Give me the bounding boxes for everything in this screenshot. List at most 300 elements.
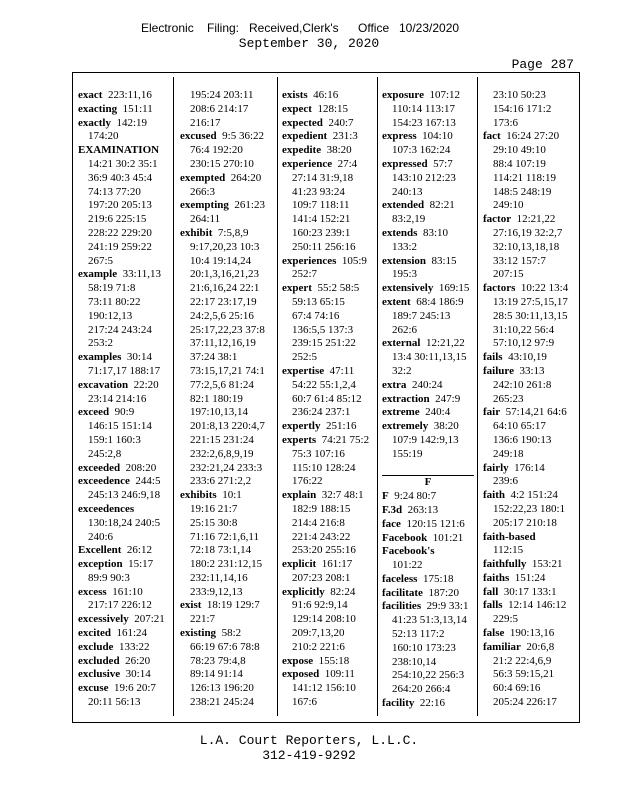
index-refs-continued: 239:6: [493, 475, 519, 488]
index-refs-continued: 267:5: [88, 254, 114, 267]
index-word: excused: [180, 130, 217, 143]
index-word: exact: [78, 89, 103, 101]
index-entry: [483, 489, 568, 503]
index-refs-continued: 110:14 113:17: [392, 102, 456, 115]
index-refs: 12:21,22: [420, 337, 465, 350]
index-word: extent: [382, 295, 411, 308]
index-column-4: [382, 89, 474, 711]
index-word: expected: [282, 116, 323, 129]
index-entry: [483, 572, 568, 586]
index-refs-continued: 195:3: [392, 268, 418, 281]
index-refs: 74:21 75:2: [316, 433, 370, 446]
index-entry: [282, 144, 369, 158]
index-entry: [382, 296, 474, 310]
index-refs-continued: 217:17 226:12: [88, 599, 152, 612]
index-entry: [382, 504, 474, 518]
index-refs-continued: 148:5 248:19: [493, 185, 552, 198]
index-refs-continued: 115:10 128:24: [292, 461, 356, 474]
index-entry: [78, 613, 165, 627]
index-refs: 29:9 33:1: [421, 600, 469, 613]
index-word: F: [382, 490, 389, 503]
index-word: F.3d: [382, 503, 403, 516]
index-entry: [78, 558, 165, 572]
index-refs: 223:11,16: [102, 89, 152, 101]
index-refs-continued: 33:12 157:7: [493, 254, 546, 267]
index-refs-continued: 73:11 80:22: [88, 295, 141, 308]
index-refs-continued: 240:6: [88, 530, 114, 543]
index-refs-continued: 254:10,22 256:3: [392, 669, 465, 682]
index-refs-continued: 174:20: [88, 130, 119, 143]
index-entry: [382, 130, 474, 144]
index-refs-continued: 167:6: [292, 696, 318, 709]
index-refs: 83:10: [417, 226, 449, 239]
index-entry: [382, 158, 474, 172]
index-word: exhibits: [180, 489, 217, 502]
column-divider: [277, 77, 278, 716]
index-entry: [382, 255, 474, 269]
index-refs: 133:22: [113, 640, 150, 653]
index-refs-continued: 239:15 251:22: [292, 337, 356, 350]
index-refs-continued: 37:24 38:1: [190, 351, 238, 364]
index-refs-continued: 209:7,13,20: [292, 627, 345, 640]
index-refs: 9:5 36:22: [216, 130, 265, 143]
index-entry: [483, 627, 568, 641]
index-refs-continued: 180:2 231:12,15: [190, 558, 263, 571]
index-entry: [78, 379, 165, 393]
index-entry: [78, 117, 165, 131]
index-word: experience: [282, 157, 333, 170]
index-word: extreme: [382, 406, 420, 419]
index-word: example: [78, 268, 118, 281]
index-refs-continued: 76:4 192:20: [190, 144, 243, 157]
index-refs-continued: 207:23 208:1: [292, 571, 351, 584]
index-refs-continued: 238:10,14: [392, 655, 437, 668]
index-word: experts: [282, 433, 317, 446]
index-word: failure: [483, 364, 514, 377]
index-refs-continued: 107:9 142:9,13: [392, 433, 459, 446]
index-word: existing: [180, 627, 217, 640]
index-refs: 240:24: [406, 378, 443, 391]
index-refs-continued: 59:13 65:15: [292, 295, 345, 308]
index-refs: 38:20: [428, 420, 459, 433]
index-refs: 264:20: [225, 171, 262, 184]
index-refs-continued: 41:23 93:24: [292, 185, 345, 198]
index-entry: [78, 351, 165, 365]
index-refs: 33:11,13: [117, 268, 162, 281]
index-refs-continued: 136:5,5 137:3: [292, 323, 354, 336]
index-entry: [282, 117, 369, 131]
index-refs: 32:7 48:1: [316, 489, 364, 502]
index-entry: [483, 641, 568, 655]
index-word: exceedence: [78, 475, 130, 488]
index-refs-continued: 31:10,22 56:4: [493, 323, 555, 336]
column-divider: [377, 77, 378, 716]
index-refs-continued: 9:17,20,23 10:3: [190, 240, 260, 253]
index-refs: 240:4: [419, 406, 451, 419]
index-entry: [382, 697, 474, 711]
index-word: expect: [282, 102, 312, 115]
index-refs-continued: 27:14 31:9,18: [292, 171, 354, 184]
index-column-5: [483, 89, 568, 710]
index-refs-continued: 10:4 19:14,24: [190, 254, 252, 267]
index-entry: [282, 130, 369, 144]
index-refs-continued: 28:5 30:11,13,15: [493, 309, 568, 322]
index-refs-continued: 214:4 216:8: [292, 516, 345, 529]
index-word: explain: [282, 489, 317, 502]
index-refs-continued: 236:24 237:1: [292, 406, 351, 419]
index-refs-continued: 101:22: [392, 559, 423, 572]
index-word: external: [382, 337, 421, 350]
index-refs: 18:19 129:7: [201, 599, 260, 612]
index-word: Excellent: [78, 544, 122, 557]
index-word: extended: [382, 199, 425, 212]
court-reporter-phone: 312-419-9292: [262, 748, 356, 763]
index-refs: 68:4 186:9: [410, 295, 464, 308]
filing-word-electronic: Electronic: [141, 21, 194, 35]
index-word: faith-based: [483, 530, 536, 543]
index-refs-continued: 141:12 156:10: [292, 682, 356, 695]
index-refs-continued: 252:7: [292, 268, 318, 281]
index-refs-continued: 14:21 30:2 35:1: [88, 157, 158, 170]
index-refs-continued: 77:2,5,6 81:24: [190, 378, 254, 391]
index-refs-continued: 266:3: [190, 185, 216, 198]
index-word: expertly: [282, 420, 321, 433]
index-refs-continued: 205:24 226:17: [493, 696, 557, 709]
index-refs-continued: 154:16 171:2: [493, 102, 552, 115]
index-word: explicitly: [282, 585, 325, 598]
index-refs-continued: 252:5: [292, 351, 318, 364]
index-word: EXAMINATION: [78, 144, 160, 157]
index-refs: 161:24: [110, 627, 148, 640]
index-word: expressed: [382, 157, 428, 170]
index-refs-continued: 242:10 261:8: [493, 378, 552, 391]
index-refs-continued: 83:2,19: [392, 213, 426, 226]
index-refs: 247:9: [429, 392, 461, 405]
index-refs-continued: 241:19 259:22: [88, 240, 152, 253]
index-refs: 142:19: [110, 116, 148, 129]
index-refs: 107:12: [423, 89, 461, 101]
index-refs-continued: 41:23 51:3,13,14: [392, 614, 467, 627]
index-word: exists: [282, 89, 308, 101]
index-refs-continued: 129:14 208:10: [292, 613, 356, 626]
index-refs: 57:7: [427, 157, 453, 170]
index-word: false: [483, 627, 505, 640]
index-refs-continued: 182:9 188:15: [292, 502, 351, 515]
index-word: excluded: [78, 654, 120, 667]
index-word: expert: [282, 282, 312, 295]
index-refs-continued: 20:1,3,16,21,23: [190, 268, 260, 281]
index-refs-continued: 29:10 49:10: [493, 144, 546, 157]
index-word: Facebook: [382, 531, 428, 544]
index-refs-continued: 66:19 67:6 78:8: [190, 640, 260, 653]
index-refs-continued: 71:17,17 188:17: [88, 364, 161, 377]
index-refs-continued: 32:10,13,18,18: [493, 240, 560, 253]
index-entry: [382, 199, 474, 213]
index-refs-continued: 36:9 40:3 45:4: [88, 171, 153, 184]
index-refs: 20:6,8: [520, 640, 555, 653]
index-word: exposed: [282, 668, 320, 681]
index-entry: [382, 420, 474, 434]
index-entry: [282, 558, 369, 572]
index-word: exposure: [382, 89, 424, 101]
index-refs: 33:13: [513, 364, 545, 377]
index-refs-continued: 232:11,14,16: [190, 571, 248, 584]
index-word: expedient: [282, 130, 328, 143]
index-refs-continued: 21:2 22:4,6,9: [493, 654, 552, 667]
index-refs: 27:4: [332, 157, 358, 170]
index-refs-continued: 264:20 266:4: [392, 683, 451, 696]
index-entry: [483, 213, 568, 227]
column-divider: [477, 77, 478, 716]
index-word: expose: [282, 654, 314, 667]
index-refs-continued: 133:2: [392, 240, 418, 253]
index-refs: 261:23: [228, 199, 265, 212]
index-entry: [78, 627, 165, 641]
index-refs: 82:21: [424, 199, 455, 212]
index-refs: 4:2 151:24: [505, 489, 558, 502]
index-refs-continued: 72:18 73:1,14: [190, 544, 252, 557]
index-column-3: [282, 89, 369, 710]
index-refs-continued: 232:21,24 233:3: [190, 461, 263, 474]
index-word: exclusive: [78, 668, 121, 681]
index-refs: 43:10,19: [502, 351, 547, 364]
index-refs-continued: 265:23: [493, 392, 524, 405]
index-refs: 30:14: [120, 668, 151, 681]
page-number: Page 287: [511, 57, 574, 72]
index-refs: 30:14: [121, 351, 152, 364]
column-divider: [173, 77, 174, 716]
filing-word-office: Office: [358, 21, 390, 35]
index-entry: [78, 406, 165, 420]
index-refs-continued: 112:15: [493, 544, 524, 557]
index-refs: 251:16: [320, 420, 357, 433]
index-refs-continued: 228:22 229:20: [88, 226, 152, 239]
index-word: facility: [382, 697, 415, 710]
index-word: fall: [483, 585, 499, 598]
index-refs-continued: 197:10,13,14: [190, 406, 249, 419]
index-refs: 10:22 13:4: [515, 282, 569, 295]
index-refs-continued: 197:20 205:13: [88, 199, 152, 212]
index-refs-continued: 23:14 214:16: [88, 392, 147, 405]
index-refs-continued: 126:13 196:20: [190, 682, 254, 695]
index-column-1: [78, 89, 165, 710]
index-entry: [180, 130, 265, 144]
index-refs-continued: 221:4 243:22: [292, 530, 351, 543]
index-entry: [382, 282, 474, 296]
index-refs-continued: 73:15,17,21 74:1: [190, 364, 265, 377]
index-refs-continued: 19:16 21:7: [190, 502, 238, 515]
index-word: extension: [382, 254, 426, 267]
index-word: extends: [382, 226, 418, 239]
index-refs: 58:2: [216, 627, 242, 640]
index-refs: 161:10: [106, 585, 143, 598]
index-refs: 109:11: [319, 668, 355, 681]
index-entry: [78, 586, 165, 600]
index-refs: 90:9: [109, 406, 135, 419]
filing-word-filing: Filing:: [207, 21, 240, 35]
index-word: exactly: [78, 116, 111, 129]
index-entry: [78, 682, 165, 696]
index-refs: 19:6 20:7: [108, 682, 156, 695]
index-entry: [382, 573, 474, 587]
index-entry: [382, 406, 474, 420]
index-word: fair: [483, 406, 501, 419]
index-refs: 26:20: [119, 654, 151, 667]
index-refs-continued: 250:11 256:16: [292, 240, 356, 253]
index-word: explicit: [282, 558, 317, 571]
index-refs: 12:14 146:12: [502, 599, 567, 612]
index-refs-continued: 253:20 255:16: [292, 544, 356, 557]
index-entry: [483, 130, 568, 144]
index-entry: [282, 282, 369, 296]
index-entry: [78, 103, 165, 117]
index-entry: [483, 365, 568, 379]
word-index-box: [72, 72, 580, 723]
index-word: extraction: [382, 392, 430, 405]
index-refs-continued: [382, 462, 474, 476]
index-refs: 207:21: [128, 613, 165, 626]
index-word: faiths: [483, 571, 510, 584]
index-refs: 128:15: [311, 102, 348, 115]
index-entry: [282, 420, 369, 434]
index-word: extensively: [382, 282, 434, 295]
index-refs-continued: 160:23 239:1: [292, 226, 351, 239]
index-refs-continued: 136:6 190:13: [493, 433, 552, 446]
index-refs: 151:24: [509, 571, 546, 584]
index-refs-continued: 245:13 246:9,18: [88, 489, 161, 502]
index-entry: [282, 668, 369, 682]
index-refs-continued: 58:19 71:8: [88, 282, 136, 295]
index-refs-continued: 141:4 152:21: [292, 213, 351, 226]
index-refs-continued: 56:3 59:15,21: [493, 668, 555, 681]
index-word: extremely: [382, 420, 429, 433]
index-refs-continued: 190:12,13: [88, 309, 133, 322]
index-refs-continued: 264:11: [190, 213, 221, 226]
index-word: exempting: [180, 199, 229, 212]
index-refs-continued: 107:3 162:24: [392, 144, 451, 157]
index-refs: 101:21: [427, 531, 464, 544]
index-entry: [78, 544, 165, 558]
index-entry: [180, 627, 265, 641]
index-refs-continued: 64:10 65:17: [493, 420, 546, 433]
index-refs-continued: 245:2,8: [88, 447, 122, 460]
index-refs-continued: 249:10: [493, 199, 524, 212]
index-refs: 105:9: [336, 254, 367, 267]
index-refs-continued: 74:13 77:20: [88, 185, 141, 198]
index-entry: [483, 531, 568, 545]
index-refs-continued: 25:17,22,23 37:8: [190, 323, 265, 336]
index-refs-continued: 82:1 180:19: [190, 392, 243, 405]
index-refs: 10:1: [216, 489, 242, 502]
index-word: fails: [483, 351, 503, 364]
index-refs: 46:16: [307, 89, 339, 101]
index-refs-continued: 88:4 107:19: [493, 157, 546, 170]
index-refs-continued: 233:6 271:2,2: [190, 475, 252, 488]
index-refs-continued: 195:24 203:11: [190, 89, 254, 101]
index-refs-continued: 155:19: [392, 447, 423, 460]
index-entry: [483, 406, 568, 420]
index-refs-continued: 262:6: [392, 323, 418, 336]
index-refs-continued: 114:21 118:19: [493, 171, 557, 184]
index-entry: [382, 89, 474, 103]
index-entry: [483, 586, 568, 600]
index-refs: 161:17: [316, 558, 353, 571]
index-letter-heading: F: [382, 475, 474, 490]
index-entry: [282, 89, 369, 103]
index-word: exceedences: [78, 502, 135, 515]
index-entry: [78, 655, 165, 669]
index-word: excavation: [78, 378, 129, 391]
index-word: excess: [78, 585, 107, 598]
index-entry: [78, 89, 165, 103]
index-entry: [483, 462, 568, 476]
index-refs-continued: 249:18: [493, 447, 524, 460]
filing-date: 10/23/2020: [399, 21, 460, 35]
index-refs-continued: 146:15 151:14: [88, 420, 152, 433]
index-word: facilities: [382, 600, 422, 613]
index-entry: [382, 532, 474, 546]
index-refs-continued: 109:7 118:11: [292, 199, 350, 212]
index-refs-continued: 173:6: [493, 116, 519, 129]
index-refs-continued: 176:22: [292, 475, 323, 488]
index-refs: 208:20: [120, 461, 157, 474]
index-word: exacting: [78, 102, 118, 115]
index-word: faith: [483, 489, 505, 502]
index-refs: 55:2 58:5: [311, 282, 360, 295]
index-refs: 57:14,21 64:6: [500, 406, 567, 419]
index-refs-continued: 89:14 91:14: [190, 668, 243, 681]
index-refs-continued: 32:2: [392, 364, 412, 377]
deposition-date: September 30, 2020: [238, 36, 380, 51]
index-refs-continued: 230:15 270:10: [190, 157, 254, 170]
index-word: extra: [382, 378, 407, 391]
index-refs: 7:5,8,9: [212, 226, 249, 239]
index-entry: [382, 337, 474, 351]
index-refs-continued: 54:22 55:1,2,4: [292, 378, 356, 391]
index-refs-continued: 21:6,16,24 22:1: [190, 282, 260, 295]
index-entry: [78, 503, 165, 517]
index-refs: 104:10: [416, 130, 453, 143]
index-entry: [180, 599, 265, 613]
index-refs-continued: 253:2: [88, 337, 114, 350]
index-entry: [282, 255, 369, 269]
index-refs: 15:17: [122, 558, 154, 571]
index-refs-continued: 20:11 56:13: [88, 696, 141, 709]
index-word: Facebook's: [382, 545, 435, 558]
index-entry: [282, 158, 369, 172]
index-refs: 155:18: [313, 654, 350, 667]
index-entry: [282, 586, 369, 600]
index-refs-continued: 130:18,24 240:5: [88, 516, 161, 529]
index-entry: [282, 103, 369, 117]
index-word: excited: [78, 627, 111, 640]
index-entry: [382, 379, 474, 393]
index-refs-continued: 219:6 225:15: [88, 213, 147, 226]
index-refs-continued: 91:6 92:9,14: [292, 599, 348, 612]
index-refs-continued: 60:4 69:16: [493, 682, 541, 695]
index-refs-continued: 67:4 74:16: [292, 309, 340, 322]
index-refs: 26:12: [121, 544, 152, 557]
index-refs-continued: 52:13 117:2: [392, 628, 445, 641]
index-refs-continued: 24:2,5,6 25:16: [190, 309, 254, 322]
index-word: express: [382, 130, 417, 143]
index-refs: 240:7: [322, 116, 354, 129]
index-entry: [382, 490, 474, 504]
index-word: exclude: [78, 640, 114, 653]
index-word: experiences: [282, 254, 337, 267]
index-word: falls: [483, 599, 503, 612]
index-word: excessively: [78, 613, 129, 626]
